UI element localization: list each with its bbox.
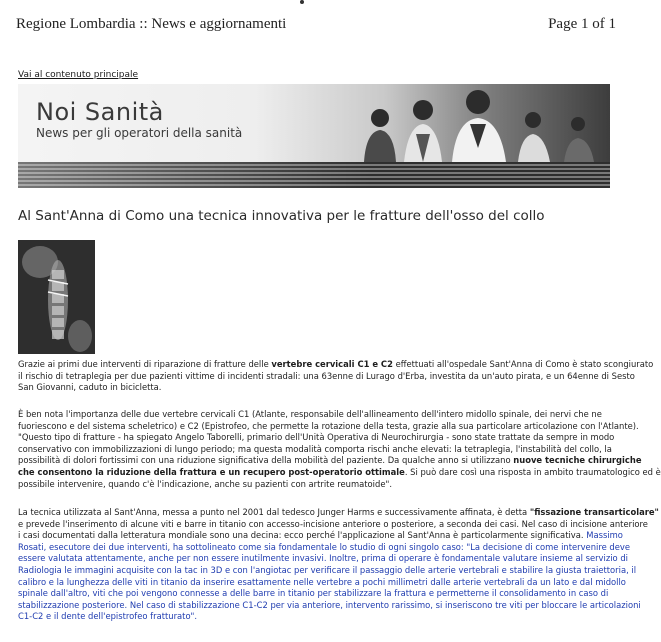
banner-stripes (18, 162, 610, 188)
scan-speck (300, 0, 304, 4)
site-banner (18, 84, 610, 188)
banner-title: Noi Sanità (36, 98, 164, 126)
x-ray-icon (18, 240, 95, 354)
medical-staff-photo (328, 84, 610, 162)
banner-subtitle: News per gli operatori della sanità (36, 126, 243, 140)
print-header-title: Regione Lombardia :: News e aggiornamenti (16, 16, 287, 32)
article-paragraph-2: È ben nota l'importanza delle due vertebre cervicali C1 (Atlante, responsabile dell'allineamento dell'intero midollo spinale, dei nervi che ne fuoriescono e del sistema scheletrico) e C2 (Epistrofeo, che permette la rotazione della testa, grazie alla sua particolare articolazione con l'Atlante). "Questo tipo di fratture - ha spiegato Angelo Taborelli, primario dell'Unità Operativa di Neurochirurgia - sono state trattate da sempre in modo conservativo con immobilizzazioni di lungo periodo; ma questa modalità comporta rischi anche elevati: la tetraplegia, l'instabilità del collo, la possibilità di dolori fortissimi con una riduzione significativa della mobilità del paziente. Da qualche anno si utilizzano nuove tecniche chirurgiche che consentono la riduzione della frattura e un recupero post-operatorio ottimale. Si può dare così una risposta in ambito traumatologico ed è possibile intervenire, quando c'è l'indicazione, anche su pazienti con artrite reumatoide". (18, 409, 661, 489)
skip-to-content-link[interactable]: Vai al contenuto principale (18, 70, 139, 80)
article-headline: Al Sant'Anna di Como una tecnica innovativa per le fratture dell'osso del collo (18, 208, 545, 224)
article-paragraph-1: Grazie ai primi due interventi di riparazione di fratture delle vertebre cervicali C1 e C2 effettuati all'ospedale Sant'Anna di Como è stato scongiurato il rischio di tetraplegia per due pazienti vittime di incidenti stradali: una 63enne di Lurago d'Erba, investita da un'auto pirata, e un 64enne di Sesto San Giovanni, caduto in bicicletta. (18, 359, 654, 393)
article-paragraph-3: La tecnica utilizzata al Sant'Anna, messa a punto nel 2001 dal tedesco Junger Harms e successivamente affinata, è detta "fissazione transarticolare" e prevede l'inserimento di alcune viti e barre in titanio con accesso-incisione anteriore o posteriore, a seconda dei casi. Nel caso di incisione anteriore i casi documentati dalla letteratura mondiale sono una decina: ecco perché l'applicazione al Sant'Anna è particolarmente significativa. Massimo Rosati, esecutore dei due interventi, ha sottolineato come sia fondamentale lo studio di ogni singolo caso: "La decisione di come intervenire deve essere valutata attentamente, anche per non essere inutilmente invasivi. Inoltre, prima di operare è fondamentale valutare insieme al servizio di Radiologia le immagini acquisite con la tac in 3D e con l'angiotac per verificare il passaggio delle arterie vertebrali e stabilire la giusta traiettoria, il calibro e la lunghezza delle viti in titanio da inserire esattamente nelle vertebre a pochi millimetri dalle arterie vertebrali da un lato e dal midollo spinale dall'altro, viti che poi vengono connesse a delle barre in titanio per stabilizzare la frattura e permetterne il consolidamento in caso di stabilizzazione posteriore. Nel caso di stabilizzazione C1-C2 per via anteriore, intervento rarissimo, si inseriscono tre viti per bloccare le articolazioni C1-C2 e il dente dell'epistrofeo fratturato". (18, 507, 659, 622)
page-indicator: Page 1 of 1 (548, 16, 616, 32)
